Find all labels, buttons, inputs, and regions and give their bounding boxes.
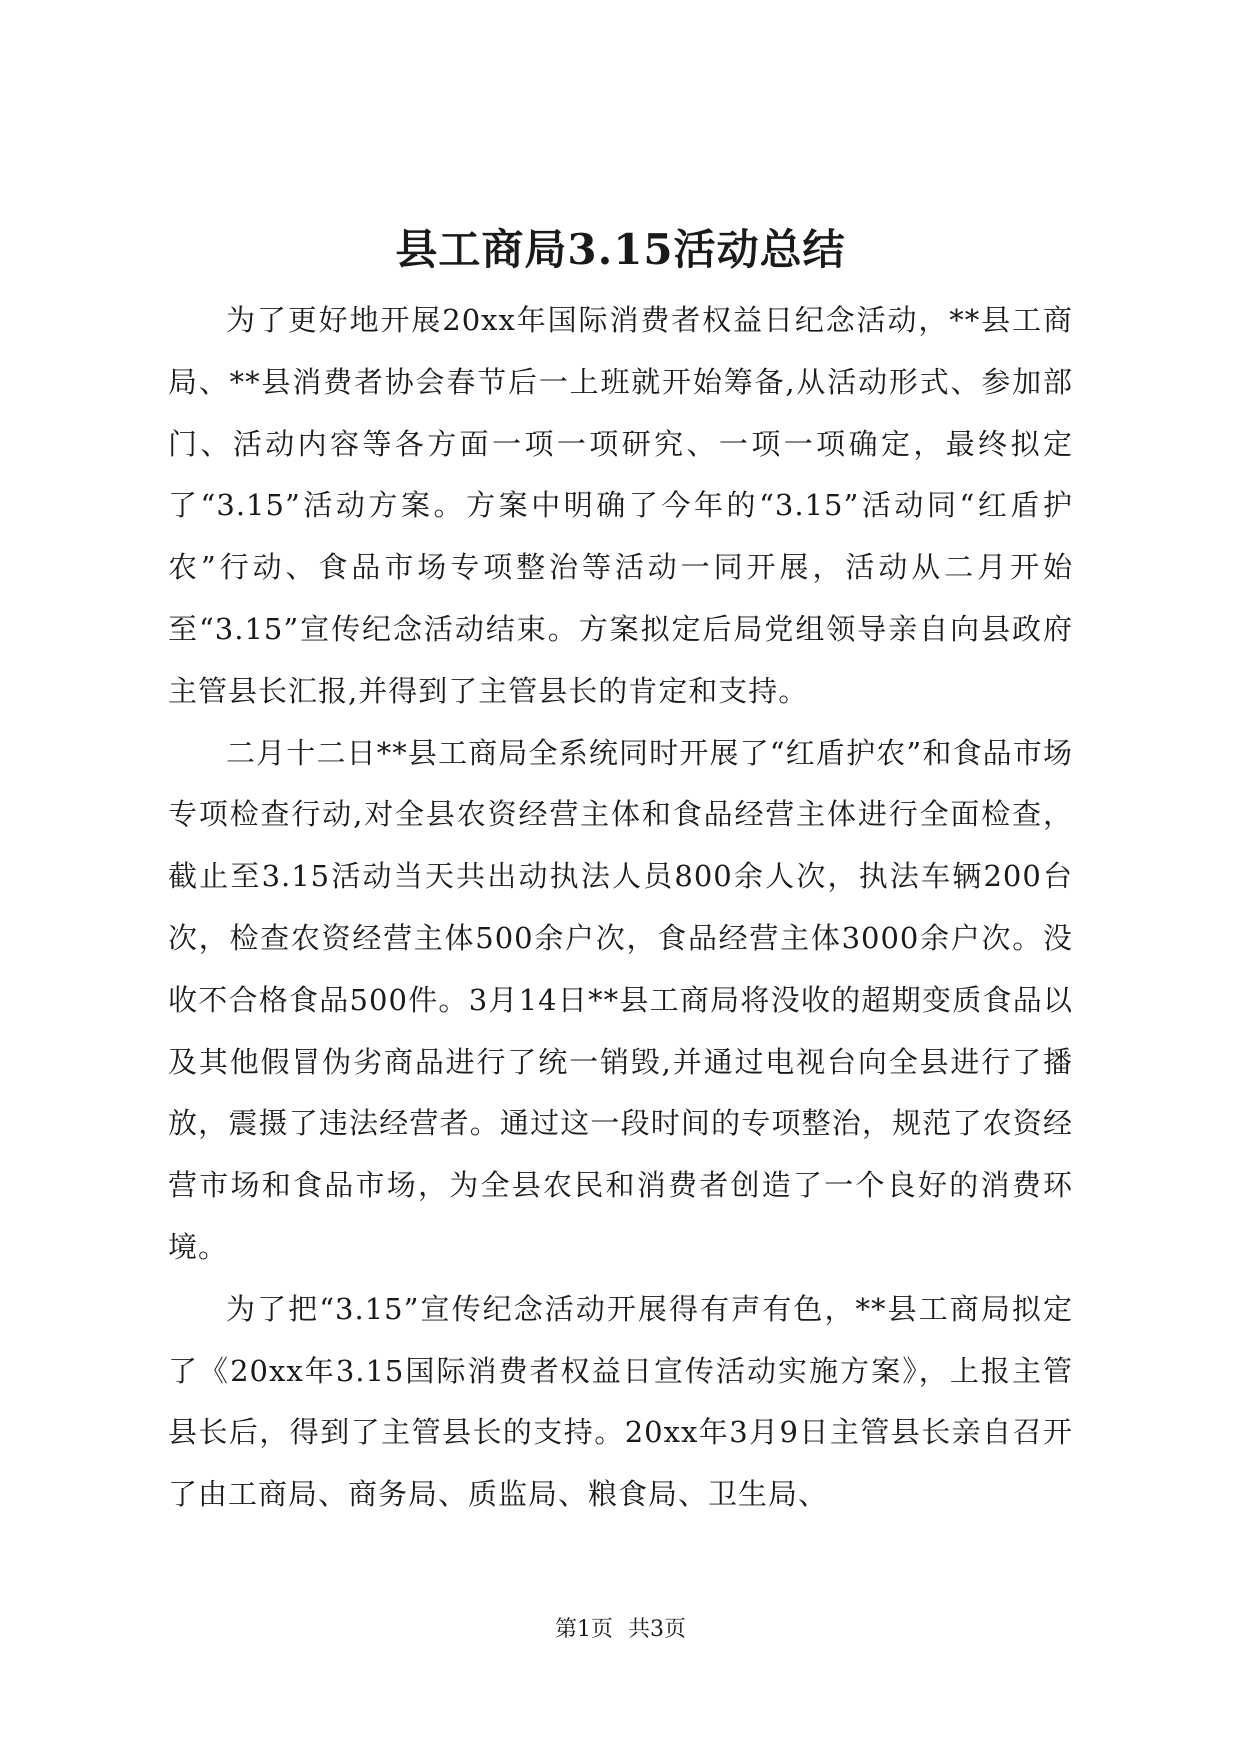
page-number: 第1页	[555, 1617, 613, 1642]
paragraph-3: 为了把“3.15”宣传纪念活动开展得有声有色，**县工商局拟定了《20xx年3.15国际消费者权益日宣传活动实施方案》，上报主管县长后，得到了主管县长的支持。20xx年3月9日主管县长亲自召开了由工商局、商务局、质监局、粮食局、卫生局、	[168, 1291, 1073, 1512]
document-title: 县工商局3.15活动总结	[395, 225, 846, 274]
paragraph-1: 为了更好地开展20xx年国际消费者权益日纪念活动，**县工商局、**县消费者协会春节后一上班就开始筹备,从活动形式、参加部门、活动内容等各方面一项一项研究、一项一项确定，最终拟定了“3.15”活动方案。方案中明确了今年的“3.15”活动同“红盾护农”行动、食品市场专项整治等活动一同开展，活动从二月开始至“3.15”宣传纪念活动结束。方案拟定后局党组领导亲自向县政府主管县长汇报,并得到了主管县长的肯定和支持。	[168, 303, 1073, 708]
page-total: 共3页	[628, 1617, 686, 1642]
document-body	[168, 290, 1073, 1526]
page-footer	[0, 1615, 1241, 1645]
paragraph-2: 二月十二日**县工商局全系统同时开展了“红盾护农”和食品市场专项检查行动,对全县农资经营主体和食品经营主体进行全面检查，截止至3.15活动当天共出动执法人员800余人次，执法车辆200台次，检查农资经营主体500余户次，食品经营主体3000余户次。没收不合格食品500件。3月14日**县工商局将没收的超期变质食品以及其他假冒伪劣商品进行了统一销毁,并通过电视台向全县进行了播放，震摄了违法经营者。通过这一段时间的专项整治，规范了农资经营市场和食品市场，为全县农民和消费者创造了一个良好的消费环境。	[168, 735, 1073, 1264]
